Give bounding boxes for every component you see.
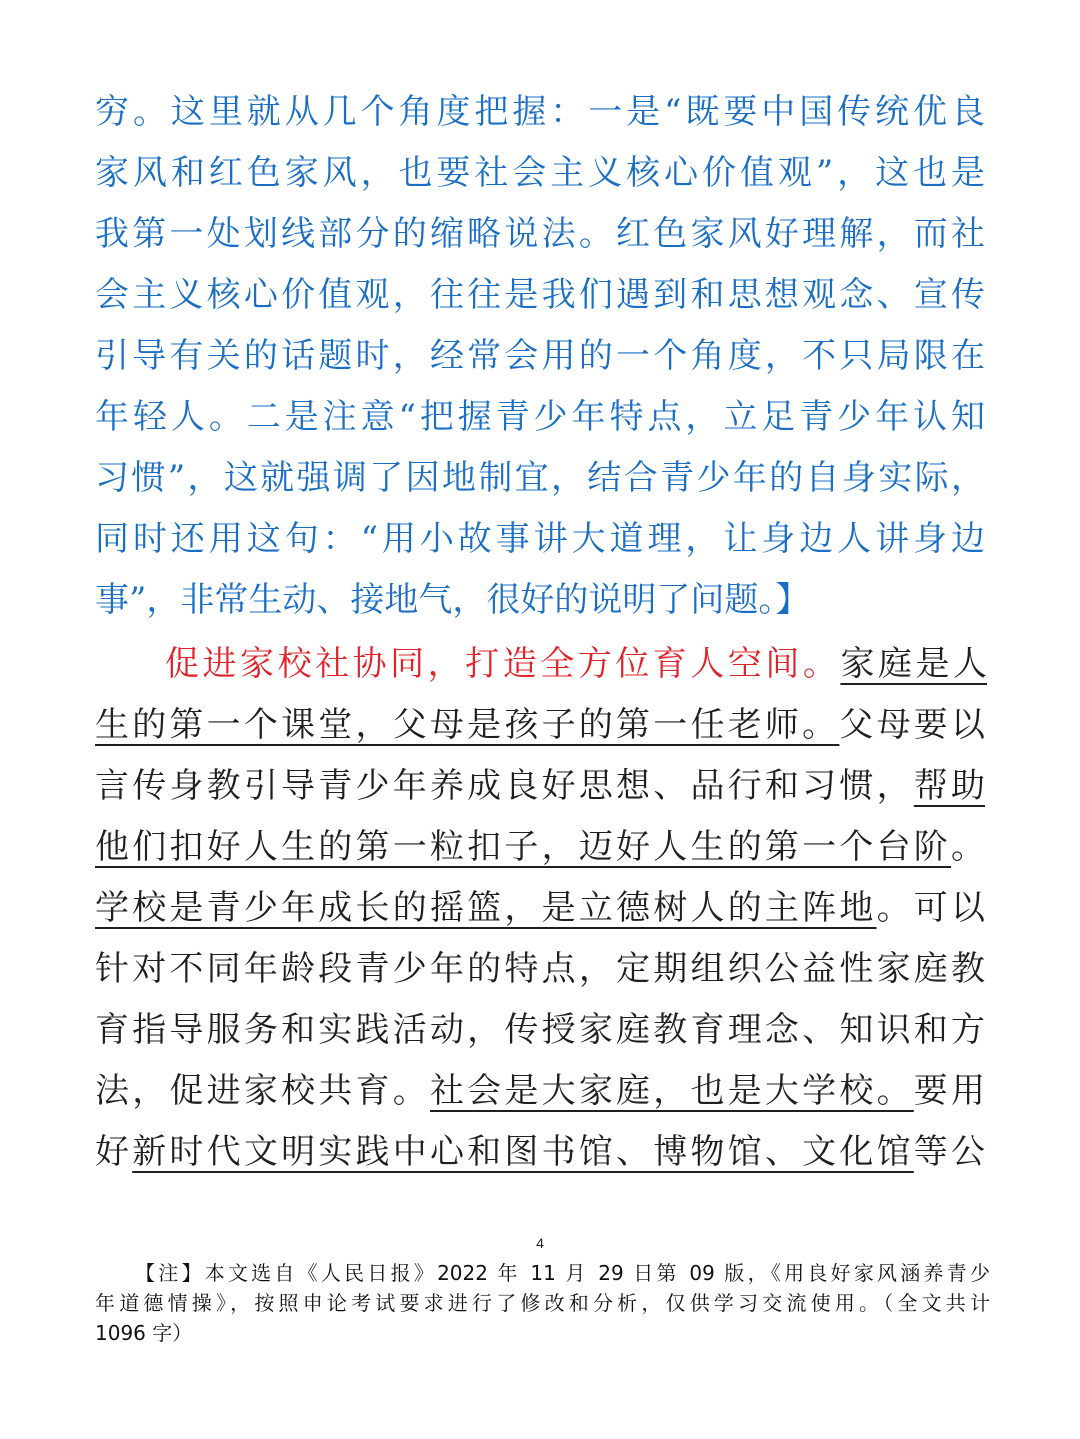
underlined-text: 他们扣好人生的第一粒扣子，迈好人生的第一个台阶 <box>95 827 951 867</box>
footnote-line: 1096 字） <box>95 1321 193 1345</box>
analysis-line: 家风和红色家风，也要社会主义核心价值观”，这也是 <box>95 153 985 193</box>
body-text: 好 <box>95 1132 133 1172</box>
body-text: 。 <box>951 827 985 867</box>
footnote-line: 年道德情操》，按照申论考试要求进行了修改和分析，仅供学习交流使用。（全文共计 <box>95 1291 990 1315</box>
analysis-line: 穷。这里就从几个角度把握：一是“既要中国传统优良 <box>95 92 985 132</box>
paragraph-line <box>95 703 985 749</box>
body-text: 要用 <box>913 1071 985 1111</box>
body-text: 等公 <box>913 1132 985 1172</box>
paragraph-line: 育指导服务和实践活动，传授家庭教育理念、知识和方 <box>95 1010 985 1050</box>
body-text: 。可以 <box>876 888 985 928</box>
analysis-line: 年轻人。二是注意“把握青少年特点，立足青少年认知 <box>95 397 985 437</box>
body-text: 法，促进家校共育。 <box>95 1071 430 1111</box>
underlined-text: 生的第一个课堂，父母是孩子的第一任老师。 <box>95 705 840 745</box>
body-text: 言传身教引导青少年养成良好思想、品行和习惯， <box>95 766 914 806</box>
analysis-line: 会主义核心价值观，往往是我们遇到和思想观念、宣传 <box>95 275 985 315</box>
paragraph-line <box>165 642 987 688</box>
section-heading: 促进家校社协同，打造全方位育人空间。 <box>165 644 841 684</box>
paragraph-line <box>95 1130 985 1176</box>
footnote-line: 【注】本文选自《人民日报》2022 年 11 月 29 日第 09 版，《用良好家风涵养青少 <box>135 1261 990 1285</box>
underlined-text: 学校是青少年成长的摇篮，是立德树人的主阵地 <box>95 888 877 928</box>
paragraph-line <box>95 764 985 810</box>
paragraph-line <box>95 1069 985 1115</box>
paragraph-line: 针对不同年龄段青少年的特点，定期组织公益性家庭教 <box>95 949 985 989</box>
page-number: 4 <box>536 1235 544 1251</box>
analysis-line: 我第一处划线部分的缩略说法。红色家风好理解，而社 <box>95 214 985 254</box>
underlined-text: 帮助 <box>913 766 985 806</box>
paragraph-line <box>95 886 985 932</box>
analysis-line: 同时还用这句：“用小故事讲大道理，让身边人讲身边 <box>95 519 985 559</box>
underlined-text: 社会是大家庭，也是大学校。 <box>429 1071 914 1111</box>
body-text: 父母要以 <box>839 705 985 745</box>
analysis-line: 引导有关的话题时，经常会用的一个角度，不只局限在 <box>95 336 985 376</box>
analysis-line: 事”，非常生动、接地气，很好的说明了问题。】 <box>95 580 810 620</box>
paragraph-line <box>95 825 985 871</box>
underlined-text: 家庭是人 <box>840 644 987 684</box>
underlined-text: 新时代文明实践中心和图书馆、博物馆、文化馆 <box>132 1132 914 1172</box>
analysis-line: 习惯”，这就强调了因地制宜，结合青少年的自身实际， <box>95 458 985 498</box>
